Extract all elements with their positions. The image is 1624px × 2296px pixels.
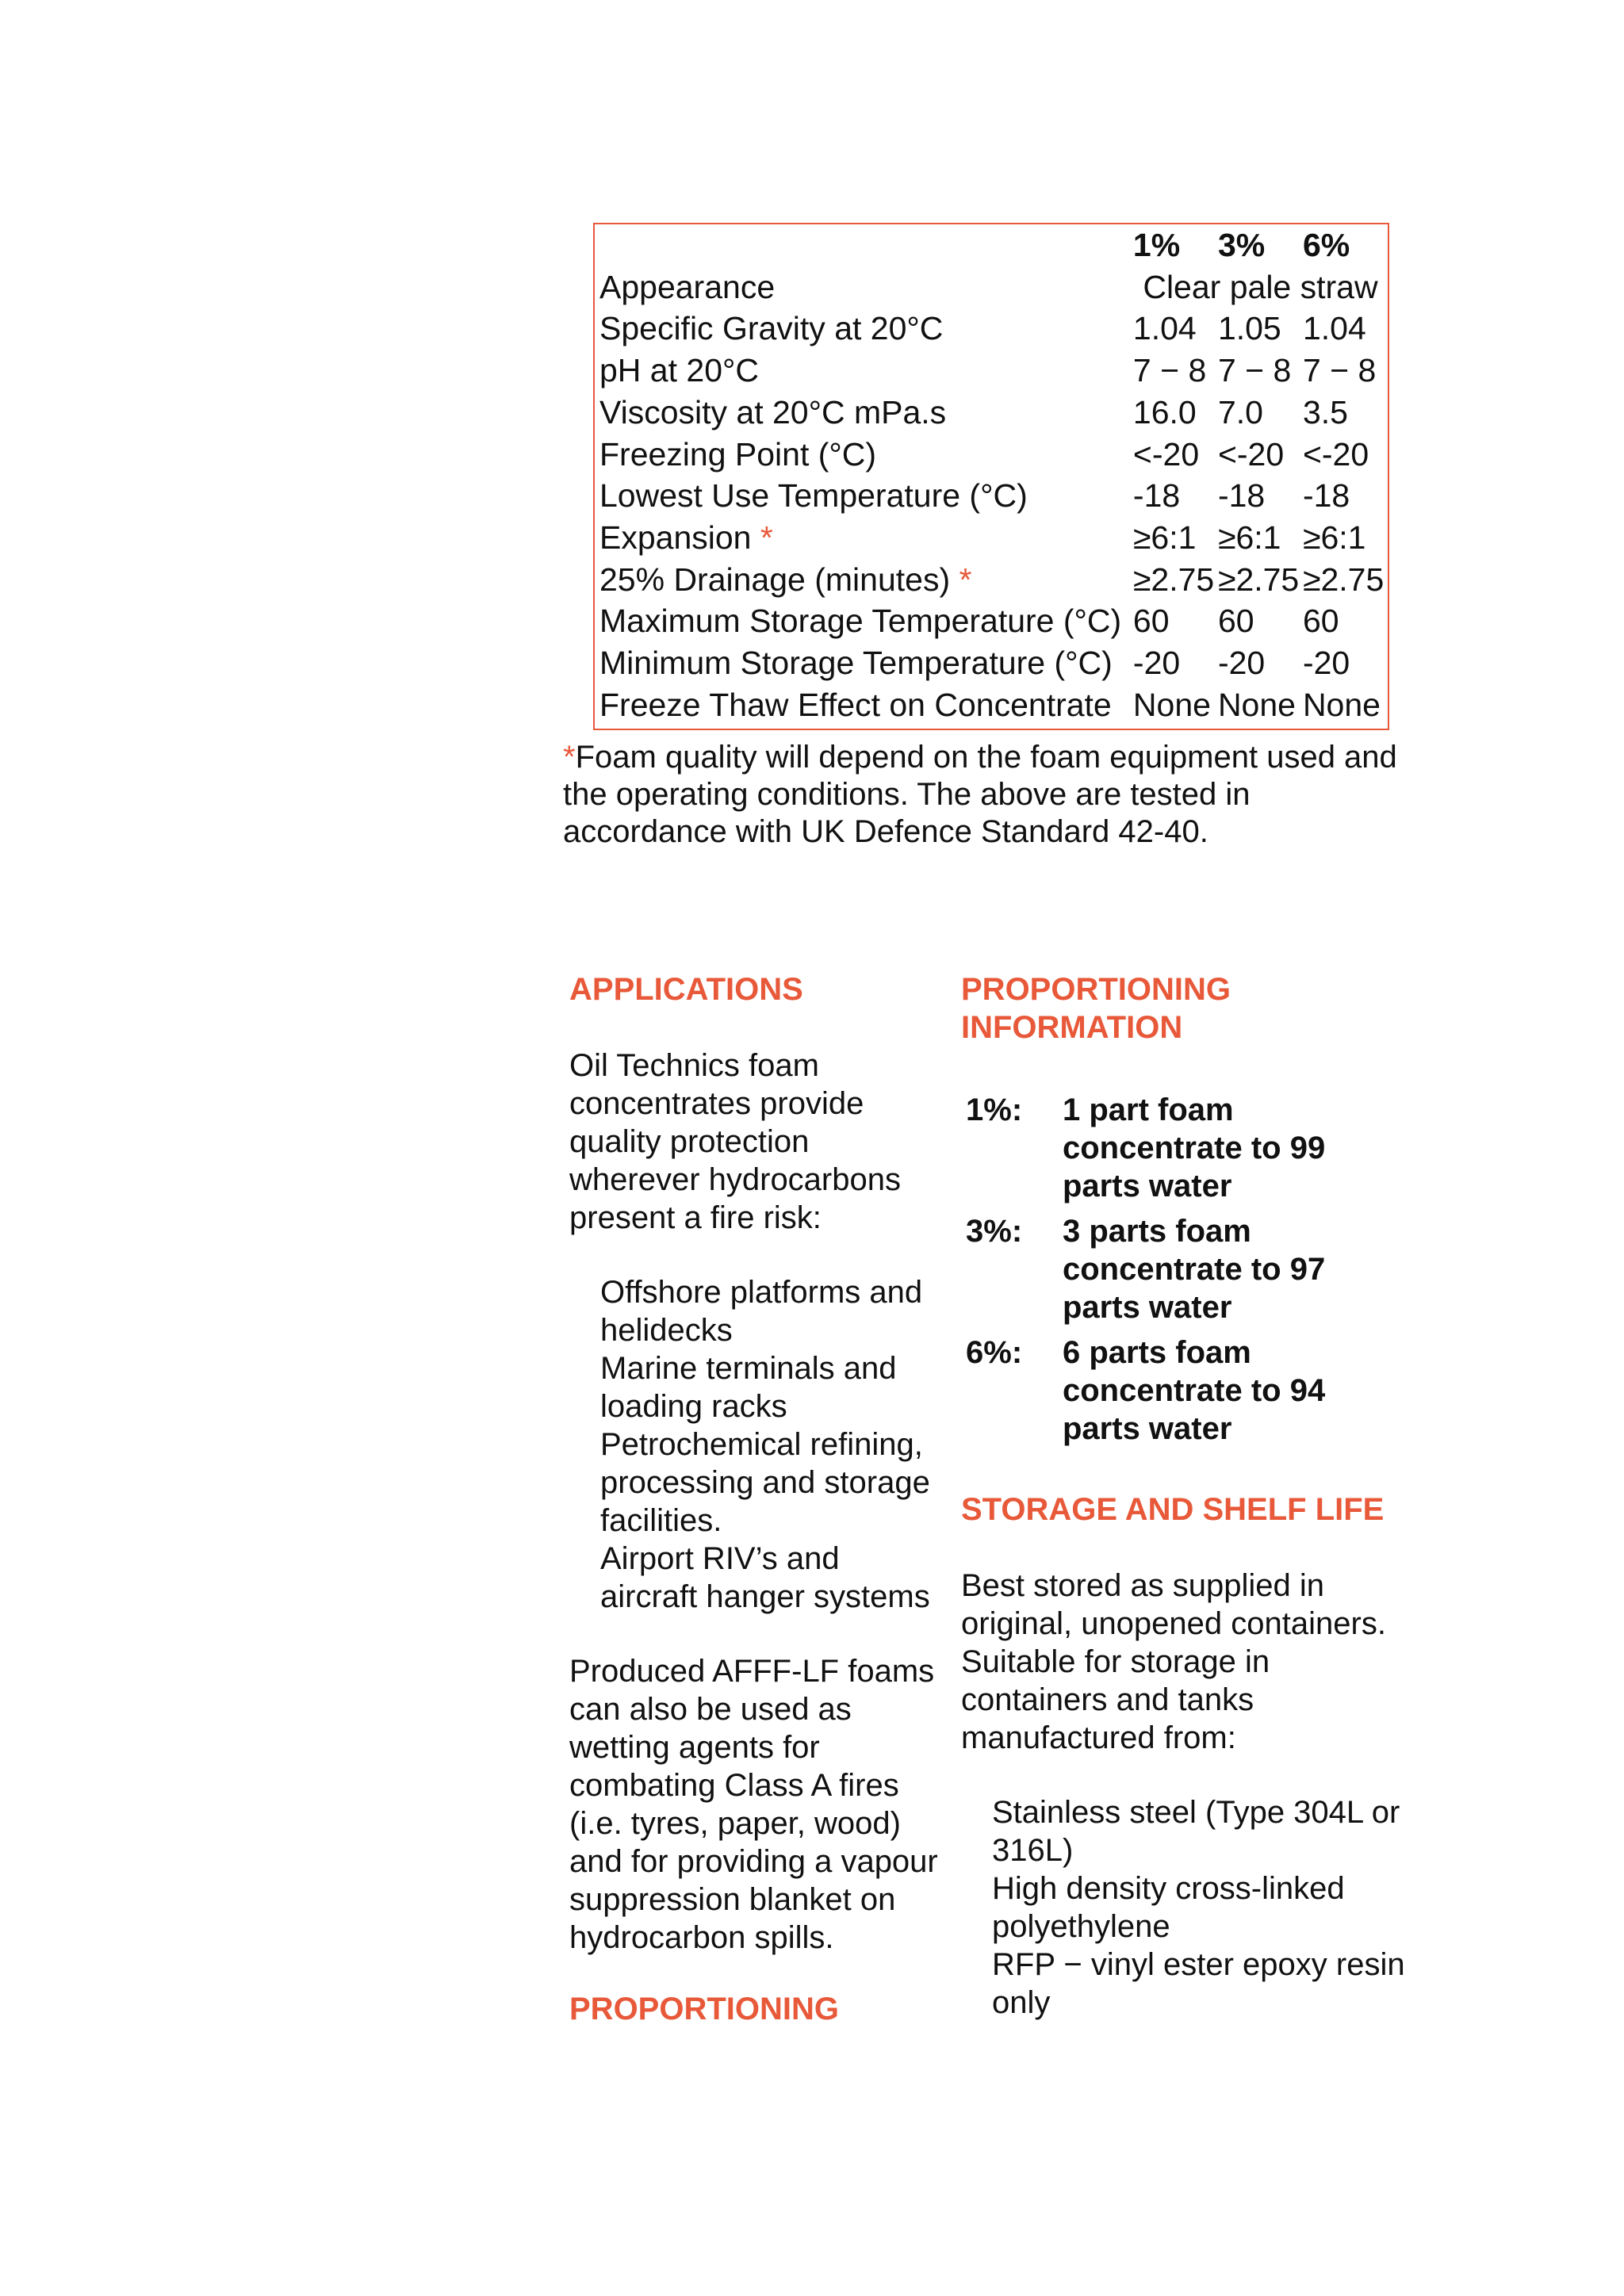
- table-row: [595, 642, 1388, 684]
- proportioning-ratio: [1063, 1212, 1396, 1326]
- text-line: concentrate to 97: [1063, 1252, 1326, 1287]
- row-label: Specific Gravity at 20°C: [599, 310, 944, 347]
- value-cell-v3: None: [1217, 686, 1296, 723]
- header-blank: [595, 224, 1133, 266]
- proportioning-percent: 3%:: [966, 1214, 1023, 1249]
- text-line: concentrates provide: [569, 1086, 864, 1121]
- list-item: Stainless steel (Type 304L or: [992, 1795, 1400, 1830]
- value-cell-v1: 1.04: [1132, 310, 1197, 347]
- value-cell-v6: 7 − 8: [1302, 352, 1377, 389]
- list-item: aircraft hanger systems: [600, 1579, 930, 1614]
- row-label: Lowest Use Temperature (°C): [599, 477, 1028, 515]
- text-line: Suitable for storage in: [961, 1644, 1270, 1679]
- storage-list: [992, 1793, 1452, 2022]
- value-cell-v1: -20: [1132, 645, 1181, 682]
- text-line: Best stored as supplied in: [961, 1568, 1325, 1603]
- list-item: Airport RIV’s and: [600, 1541, 840, 1576]
- table-row: [595, 308, 1388, 350]
- applications-paragraph: [569, 1652, 966, 1957]
- list-item: only: [992, 1985, 1051, 2020]
- header-3pct: 3%: [1217, 227, 1266, 263]
- value-cell-v6: -20: [1302, 645, 1350, 682]
- list-item: High density cross-linked: [992, 1871, 1345, 1906]
- header-1pct: 1%: [1132, 227, 1181, 263]
- table-row: [595, 350, 1388, 392]
- text-line: Produced AFFF-LF foams: [569, 1654, 935, 1689]
- row-label: 25% Drainage (minutes) *: [599, 561, 972, 598]
- table-row: [595, 517, 1388, 559]
- value-cell-v6: <-20: [1302, 435, 1369, 473]
- text-line: 3 parts foam: [1063, 1214, 1251, 1249]
- header-6pct: 6%: [1302, 227, 1350, 263]
- value-cell-v1: None: [1132, 686, 1211, 723]
- value-cell-v3: 1.05: [1217, 310, 1281, 347]
- row-label: Expansion *: [599, 519, 773, 556]
- applications-list: [600, 1273, 965, 1616]
- text-line: parts water: [1063, 1411, 1232, 1446]
- text-line: quality protection: [569, 1124, 810, 1159]
- storage-heading: STORAGE AND SHELF LIFE: [961, 1492, 1385, 1527]
- row-label: pH at 20°C: [599, 352, 759, 389]
- list-item: helidecks: [600, 1313, 733, 1348]
- row-label: Maximum Storage Temperature (°C): [599, 603, 1122, 640]
- table-row: [595, 600, 1388, 642]
- value-cell-v3: 7 − 8: [1217, 352, 1292, 389]
- text-line: parts water: [1063, 1169, 1232, 1203]
- row-label: Freeze Thaw Effect on Concentrate: [599, 686, 1112, 723]
- text-line: can also be used as: [569, 1692, 852, 1727]
- list-item: Petrochemical refining,: [600, 1427, 923, 1462]
- applications-intro: [569, 1047, 950, 1237]
- value-cell-v1: ≥6:1: [1132, 519, 1197, 556]
- properties-table: [595, 224, 1388, 725]
- text-line: concentrate to 94: [1063, 1373, 1326, 1408]
- value-cell-v1: 7 − 8: [1132, 352, 1207, 389]
- value-cell-v6: ≥6:1: [1302, 519, 1366, 556]
- table-row: [595, 559, 1388, 601]
- storage-intro: [961, 1567, 1437, 1757]
- list-item: 316L): [992, 1833, 1074, 1868]
- text-line: parts water: [1063, 1290, 1232, 1325]
- list-item: RFP − vinyl ester epoxy resin: [992, 1947, 1405, 1982]
- value-cell-v6: 60: [1302, 603, 1339, 640]
- text-line: original, unopened containers.: [961, 1606, 1386, 1641]
- value-cell-v6: -18: [1302, 477, 1350, 515]
- proportioning-percent: 1%:: [966, 1093, 1023, 1127]
- table-row: [595, 684, 1388, 726]
- applications-heading: APPLICATIONS: [569, 972, 803, 1007]
- table-row: [595, 392, 1388, 434]
- value-cell-v1: <-20: [1132, 435, 1200, 473]
- value-cell-v1: -18: [1132, 477, 1181, 515]
- text-line: containers and tanks: [961, 1682, 1254, 1717]
- row-label: Appearance: [599, 268, 776, 305]
- list-item: loading racks: [600, 1389, 787, 1424]
- list-item: polyethylene: [992, 1909, 1170, 1944]
- value-cell-v3: 7.0: [1217, 393, 1263, 430]
- text-line: and for providing a vapour: [569, 1844, 938, 1879]
- value-cell-v6: None: [1302, 686, 1381, 723]
- text-line: concentrate to 99: [1063, 1131, 1326, 1165]
- footnote-star: *: [563, 740, 576, 775]
- proportioning-ratio: [1063, 1334, 1396, 1448]
- text-line: 6 parts foam: [1063, 1335, 1251, 1370]
- table-row: [595, 434, 1388, 476]
- footnote: [563, 739, 1451, 851]
- asterisk-mark: *: [760, 519, 773, 556]
- row-label: Viscosity at 20°C mPa.s: [599, 393, 947, 430]
- value-cell-v1: 60: [1132, 603, 1170, 640]
- text-line: present a fire risk:: [569, 1200, 822, 1235]
- list-item: processing and storage: [600, 1465, 930, 1500]
- value-cell-v6: 1.04: [1302, 310, 1366, 347]
- table-row-appearance: [595, 266, 1388, 308]
- footnote-line: accordance with UK Defence Standard 42-40.: [563, 814, 1208, 849]
- list-item: Marine terminals and: [600, 1351, 897, 1386]
- text-line: wherever hydrocarbons: [569, 1162, 901, 1197]
- value-cell-v6: 3.5: [1302, 393, 1348, 430]
- value-cell-v1: ≥2.75: [1132, 561, 1215, 598]
- list-item: facilities.: [600, 1503, 722, 1538]
- proportioning-ratio: [1063, 1091, 1396, 1205]
- appearance-value: Clear pale straw: [1143, 268, 1378, 305]
- proportioning-percent: 6%:: [966, 1335, 1023, 1370]
- asterisk-mark: *: [959, 561, 972, 598]
- value-cell-v1: 16.0: [1132, 393, 1197, 430]
- proportioning-heading: PROPORTIONING: [569, 1992, 840, 2026]
- list-item: Offshore platforms and: [600, 1275, 923, 1310]
- text-line: manufactured from:: [961, 1720, 1236, 1755]
- value-cell-v3: -20: [1217, 645, 1266, 682]
- text-line: suppression blanket on: [569, 1882, 896, 1917]
- table-row: [595, 475, 1388, 517]
- value-cell-v3: ≥6:1: [1217, 519, 1281, 556]
- properties-table-box: [593, 223, 1389, 730]
- text-line: wetting agents for: [569, 1730, 820, 1765]
- proportioning-info-heading: PROPORTIONING INFORMATION: [961, 972, 1231, 1045]
- value-cell-v3: -18: [1217, 477, 1266, 515]
- value-cell-v6: ≥2.75: [1302, 561, 1385, 598]
- value-cell-v3: ≥2.75: [1217, 561, 1300, 598]
- table-header-row: [595, 224, 1388, 266]
- text-line: hydrocarbon spills.: [569, 1920, 834, 1955]
- row-label: Minimum Storage Temperature (°C): [599, 645, 1113, 682]
- footnote-line: the operating conditions. The above are tested in: [563, 777, 1251, 812]
- text-line: combating Class A fires: [569, 1768, 899, 1803]
- value-cell-v3: <-20: [1217, 435, 1285, 473]
- value-cell-v3: 60: [1217, 603, 1254, 640]
- footnote-line: *Foam quality will depend on the foam equipment used and: [563, 740, 1397, 775]
- text-line: (i.e. tyres, paper, wood): [569, 1806, 901, 1841]
- text-line: Oil Technics foam: [569, 1048, 819, 1083]
- text-line: 1 part foam: [1063, 1093, 1234, 1127]
- row-label: Freezing Point (°C): [599, 435, 877, 473]
